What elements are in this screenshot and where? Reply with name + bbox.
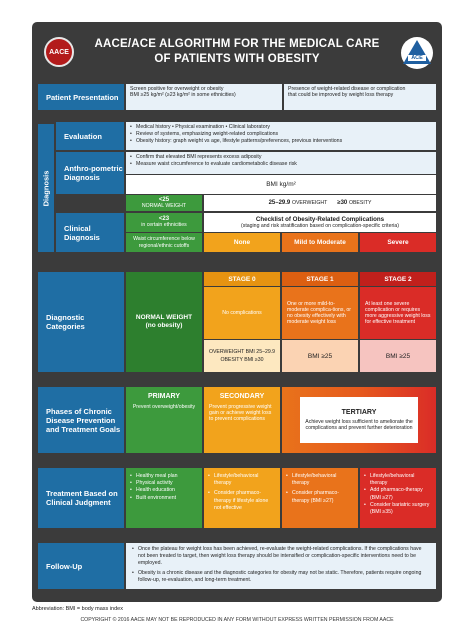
stage-1-header: STAGE 1 bbox=[282, 272, 358, 286]
evaluation-label: Evaluation bbox=[56, 122, 124, 150]
treatment-item: • Consider bariatric surgery (BMI ≥35) bbox=[364, 502, 432, 516]
treatment-item: • Lifestyle/behavioral therapy bbox=[364, 473, 432, 487]
aace-logo-text: AACE bbox=[49, 48, 69, 56]
anthropometric-item: • Measure waist circumference to evaluate cardiometabolic disease risk bbox=[130, 161, 432, 168]
overweight-bmi-value: 25–29.9 bbox=[268, 199, 291, 206]
copyright-notice: COPYRIGHT © 2016 AACE MAY NOT BE REPRODUCED IN ANY FORM WITHOUT EXPRESS WRITTEN PERMISSION FROM AACE bbox=[80, 617, 394, 623]
primary-title: PRIMARY bbox=[147, 393, 181, 400]
overweight-bmi-label: OVERWEIGHT bbox=[291, 199, 328, 206]
tertiary-title: TERTIARY bbox=[341, 408, 377, 416]
secondary-text: Prevent progressive weight gain or achieve weight loss to prevent complications bbox=[209, 404, 272, 423]
treatment-label: Treatment Based on Clinical Judgment bbox=[38, 468, 124, 528]
diagnosis-vertical-text: Diagnosis bbox=[41, 170, 51, 206]
patient-screen-line-2: BMI ≥25 kg/m² (≥23 kg/m² in some ethnicities) bbox=[130, 92, 236, 99]
treatment-stage-1 bbox=[282, 468, 358, 528]
treatment-stage-2 bbox=[360, 468, 436, 528]
normal-weight-category: NORMAL WEIGHT (no obesity) bbox=[126, 272, 202, 372]
primary-text: Prevent overweight/obesity bbox=[132, 404, 196, 410]
patient-complication-box bbox=[284, 84, 436, 110]
overweight-obesity-bmi-box bbox=[204, 195, 436, 211]
treatment-normal bbox=[126, 468, 202, 528]
treatment-item: • Consider pharmaco-therapy if lifestyle alone not effective bbox=[208, 490, 276, 512]
ethnic-bmi-box bbox=[126, 213, 202, 232]
stage-0-bmi bbox=[204, 340, 280, 372]
stage-2-bmi: BMI ≥25 bbox=[360, 340, 436, 372]
ethnic-bmi-text: in certain ethnicities bbox=[141, 222, 187, 229]
normal-bmi-value: <25 bbox=[158, 196, 170, 203]
secondary-phase bbox=[204, 387, 280, 453]
title-line-1: AACE/ACE ALGORITHM FOR THE MEDICAL CARE bbox=[94, 38, 380, 50]
aace-logo bbox=[44, 37, 74, 67]
overweight-bmi bbox=[269, 200, 328, 206]
treatment-stage-0 bbox=[204, 468, 280, 528]
treatment-item: • Lifestyle/behavioral therapy bbox=[208, 473, 276, 487]
obesity-bmi-value: ≥30 bbox=[337, 199, 348, 206]
obesity-bmi-label: OBESITY bbox=[348, 199, 372, 206]
secondary-title: SECONDARY bbox=[219, 393, 265, 400]
stage-0-text: No complications bbox=[204, 287, 280, 339]
evaluation-item: • Obesity history: graph weight vs age, lifestyle patterns/preferences, previous interventions bbox=[130, 138, 432, 145]
checklist-subtitle: (staging and risk stratification based on complication-specific criteria) bbox=[241, 222, 399, 229]
patient-presentation-label: Patient Presentation bbox=[38, 84, 124, 110]
follow-up-list bbox=[126, 543, 436, 589]
ethnic-bmi-value: <23 bbox=[158, 216, 170, 223]
ace-logo-text: ACE bbox=[411, 55, 423, 61]
tertiary-text: Achieve weight loss sufficient to ameliorate the complications and prevent further deterioration bbox=[305, 418, 413, 431]
stage-1-bmi: BMI ≥25 bbox=[282, 340, 358, 372]
treatment-item: • Add pharmaco-therapy (BMI ≥27) bbox=[364, 487, 432, 501]
complication-none: None bbox=[204, 233, 280, 252]
follow-up-label: Follow-Up bbox=[38, 543, 124, 589]
evaluation-item: • Medical history • Physical examination • Clinical laboratory bbox=[130, 124, 432, 131]
normal-bmi-label: NORMAL WEIGHT bbox=[141, 202, 187, 209]
treatment-item: • Physical activity bbox=[130, 480, 198, 487]
follow-up-item: • Obesity is a chronic disease and the diagnostic categories for obesity may not be static. Therefore, patients require ongoing follow-up, re-evaluation, and long-term treatment. bbox=[132, 570, 430, 584]
waist-circumference-box: Waist circumference below regional/ethnic cutoffs bbox=[126, 233, 202, 252]
anthropometric-item: • Confirm that elevated BMI represents excess adiposity bbox=[130, 154, 432, 161]
phases-label: Phases of Chronic Disease Prevention and Treatment Goals bbox=[38, 387, 124, 453]
checklist-title: Checklist of Obesity-Related Complications bbox=[255, 215, 385, 223]
normal-weight-bmi-box bbox=[126, 195, 202, 211]
bmi-unit-bar bbox=[126, 175, 436, 194]
follow-up-item: • Once the plateau for weight loss has been achieved, re-evaluate the weight-related complications. If the complications have not been treated to target, then weight loss therapy should be intensified or complication-specific interventions need to be employed. bbox=[132, 546, 430, 568]
checklist-box bbox=[204, 213, 436, 232]
stage-0-header: STAGE 0 bbox=[204, 272, 280, 286]
ace-logo bbox=[400, 36, 434, 70]
stage-1-text: One or more mild-to-moderate complica-tions, or no obesity effectively with moderate weight loss bbox=[282, 287, 358, 339]
diagnosis-vertical-label bbox=[38, 124, 54, 252]
bmi-unit-label: BMI kg/m² bbox=[266, 181, 296, 188]
anthropometric-label: Anthro-pometric Diagnosis bbox=[56, 152, 124, 194]
title-line-2: OF PATIENTS WITH OBESITY bbox=[154, 53, 320, 65]
primary-phase bbox=[126, 387, 202, 453]
stage-2-header: STAGE 2 bbox=[360, 272, 436, 286]
evaluation-item: • Review of systems, emphasizing weight-related complications bbox=[130, 131, 432, 138]
abbreviation-note: Abbreviation: BMI = body mass index bbox=[32, 606, 123, 612]
treatment-item: • Built environment bbox=[130, 495, 198, 502]
anthropometric-list bbox=[126, 152, 436, 174]
complication-mild: Mild to Moderate bbox=[282, 233, 358, 252]
patient-complication-line-1: Presence of weight-related disease or complication bbox=[288, 86, 406, 92]
patient-complication-line-2: that could be improved by weight loss therapy bbox=[288, 92, 394, 99]
tertiary-box bbox=[300, 397, 418, 443]
page-title bbox=[84, 37, 390, 67]
treatment-item: • Consider pharmaco-therapy (BMI ≥27) bbox=[286, 490, 354, 504]
obesity-bmi bbox=[337, 200, 371, 206]
evaluation-list bbox=[126, 122, 436, 150]
treatment-item: • Lifestyle/behavioral therapy bbox=[286, 473, 354, 487]
patient-screen-box bbox=[126, 84, 282, 110]
ace-triangle-icon bbox=[400, 36, 434, 70]
clinical-diagnosis-label: Clinical Diagnosis bbox=[56, 213, 124, 252]
diagnostic-categories-label: Diagnostic Categories bbox=[38, 272, 124, 372]
treatment-item: • Healthy meal plan bbox=[130, 473, 198, 480]
complication-severe: Severe bbox=[360, 233, 436, 252]
stage-0-bmi-overweight: OVERWEIGHT BMI 25–29.9 bbox=[208, 349, 276, 355]
stage-0-bmi-obesity: OBESITY BMI ≥30 bbox=[220, 357, 264, 363]
stage-2-text: At least one severe complication or requires more aggressive weight loss for effective treatment bbox=[360, 287, 436, 339]
treatment-item: • Health education bbox=[130, 487, 198, 494]
patient-screen-line-1: Screen positive for overweight or obesity bbox=[130, 86, 224, 92]
